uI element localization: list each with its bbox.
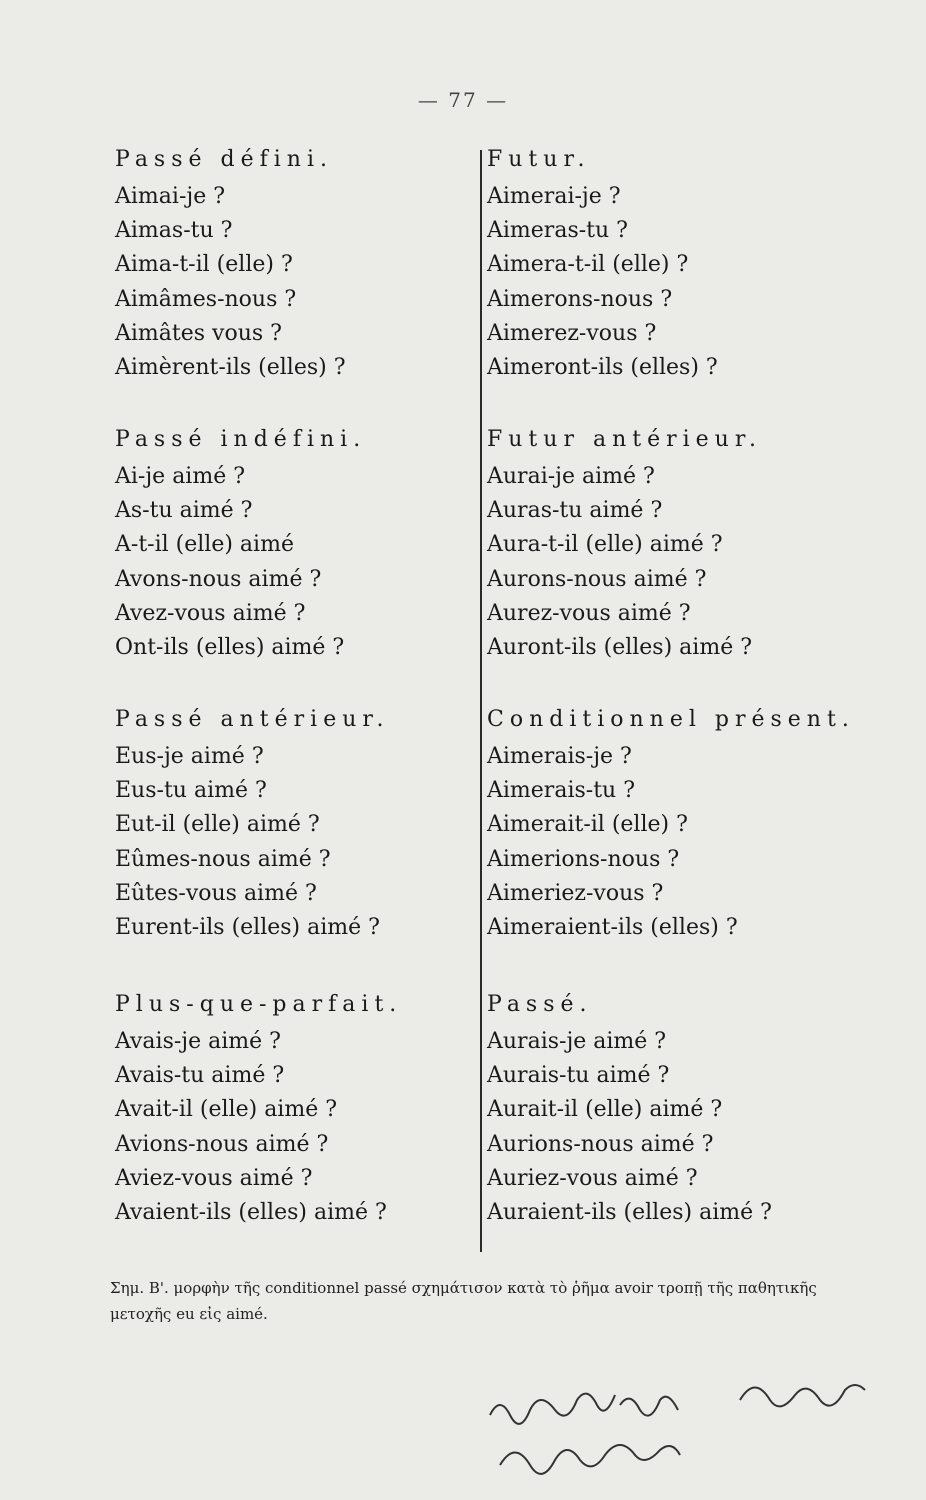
tense-heading: Conditionnel présent. <box>487 707 855 732</box>
conjugation-line: Ont-ils (elles) aimé ? <box>115 634 345 660</box>
page-number: — 77 — <box>417 88 509 112</box>
tense-section <box>487 420 857 665</box>
tense-section <box>115 985 475 1230</box>
conjugation-line: Eus-je aimé ? <box>115 744 264 769</box>
tense-section <box>487 700 857 945</box>
conjugation-line: As-tu aimé ? <box>115 498 253 524</box>
conjugation-line: Aurions-nous aimé ? <box>487 1131 714 1157</box>
conjugation-line: Aimerez-vous ? <box>487 320 657 346</box>
conjugation-line: Avais-tu aimé ? <box>115 1063 285 1089</box>
conjugation-line: Aimeraient-ils (elles) ? <box>487 914 738 940</box>
tense-heading: Plus-que-parfait. <box>115 992 403 1017</box>
conjugation-line: Aurais-tu aimé ? <box>487 1063 670 1089</box>
conjugation-line: Aimerons-nous ? <box>487 286 673 312</box>
conjugation-line: Aimeras-tu ? <box>487 218 628 244</box>
footnote: Σημ. Β'. μορφὴν τῆς conditionnel passé σχημάτισον κατὰ τὸ ῥῆμα avoir τροπῇ τῆς παθητικῆς μετοχῆς eu εἰς aimé. <box>110 1279 817 1323</box>
conjugation-line: Aurez-vous aimé ? <box>487 600 691 626</box>
conjugation-line: Aimâmes-nous ? <box>115 286 297 312</box>
conjugation-line: Eurent-ils (elles) aimé ? <box>115 914 380 940</box>
conjugation-line: Avaient-ils (elles) aimé ? <box>115 1199 387 1225</box>
conjugation-line: Aurai-je aimé ? <box>487 464 655 489</box>
conjugation-line: Ai-je aimé ? <box>115 464 246 489</box>
conjugation-line: Auront-ils (elles) aimé ? <box>487 634 752 660</box>
tense-heading: Passé antérieur. <box>115 707 390 732</box>
conjugation-line: Aimai-je ? <box>115 184 225 209</box>
conjugation-line: Eus-tu aimé ? <box>115 778 267 804</box>
conjugation-line: Aviez-vous aimé ? <box>115 1165 313 1191</box>
conjugation-line: Eut-il (elle) aimé ? <box>115 812 320 838</box>
tense-heading: Passé indéfini. <box>115 427 367 452</box>
tense-heading: Futur. <box>487 147 591 172</box>
tense-section <box>115 700 475 945</box>
conjugation-line: Auras-tu aimé ? <box>487 498 663 524</box>
conjugation-line: Avons-nous aimé ? <box>115 566 322 592</box>
conjugation-line: Aimerais-je ? <box>487 744 632 769</box>
conjugation-line: Aimas-tu ? <box>115 218 233 244</box>
conjugation-line: Aimèrent-ils (elles) ? <box>115 354 346 380</box>
conjugation-line: Auraient-ils (elles) aimé ? <box>487 1199 772 1225</box>
conjugation-line: Aimerait-il (elle) ? <box>487 812 688 838</box>
conjugation-line: Aurais-je aimé ? <box>487 1029 667 1054</box>
conjugation-line: Aimâtes vous ? <box>115 320 282 346</box>
tense-heading: Futur antérieur. <box>487 427 762 452</box>
conjugation-line: Auriez-vous aimé ? <box>487 1165 698 1191</box>
conjugation-line: Aimerai-je ? <box>487 184 621 209</box>
conjugation-line: Aurait-il (elle) aimé ? <box>487 1097 723 1123</box>
conjugation-line: Aimera-t-il (elle) ? <box>487 252 689 278</box>
conjugation-line: Aurons-nous aimé ? <box>487 566 707 592</box>
tense-section <box>115 420 475 665</box>
conjugation-line: Aimeriez-vous ? <box>487 880 664 906</box>
conjugation-line: Avait-il (elle) aimé ? <box>115 1097 338 1123</box>
column-divider <box>480 150 482 1252</box>
conjugation-line: A-t-il (elle) aimé <box>115 532 294 558</box>
tense-heading: Passé défini. <box>115 147 334 172</box>
conjugation-line: Aimerions-nous ? <box>487 846 680 872</box>
conjugation-line: Aima-t-il (elle) ? <box>115 252 293 278</box>
tense-section <box>487 140 857 385</box>
tense-heading: Passé. <box>487 992 593 1017</box>
conjugation-line: Avez-vous aimé ? <box>115 600 306 626</box>
tense-section <box>115 140 475 385</box>
conjugation-line: Avais-je aimé ? <box>115 1029 281 1054</box>
conjugation-line: Aimerais-tu ? <box>487 778 635 804</box>
tense-section <box>487 985 857 1230</box>
conjugation-line: Aimeront-ils (elles) ? <box>487 354 718 380</box>
conjugation-line: Avions-nous aimé ? <box>115 1131 329 1157</box>
handwritten-note <box>470 1365 920 1500</box>
conjugation-line: Eûmes-nous aimé ? <box>115 846 331 872</box>
conjugation-line: Eûtes-vous aimé ? <box>115 880 317 906</box>
conjugation-line: Aura-t-il (elle) aimé ? <box>487 532 723 558</box>
